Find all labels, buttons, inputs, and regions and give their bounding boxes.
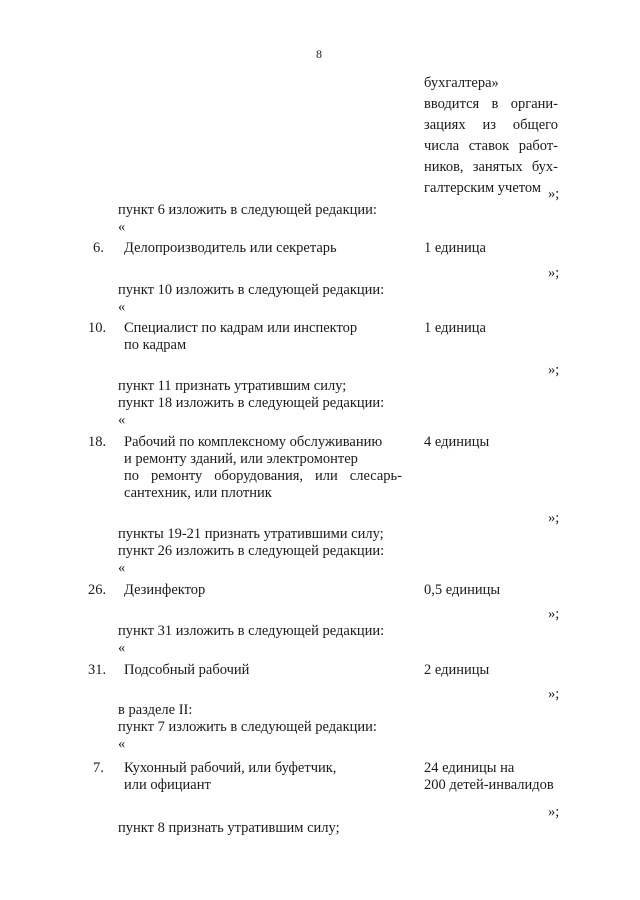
position-title: по кадрам: [124, 337, 187, 353]
open-quote: «: [118, 736, 126, 752]
item-number: 7.: [93, 760, 104, 776]
position-title: Специалист по кадрам или инспектор: [124, 320, 358, 336]
instruction-text: пункт 10 изложить в следующей редакции:: [118, 282, 385, 298]
end-quote: »;: [548, 265, 560, 281]
position-title: Кухонный рабочий, или буфетчик,: [124, 760, 337, 776]
page-number: 8: [316, 47, 322, 61]
instruction-text: пункт 18 изложить в следующей редакции:: [118, 395, 385, 411]
note-line: зациях из общего: [424, 117, 558, 133]
item-number: 10.: [88, 320, 107, 336]
staff-quantity: 4 единицы: [424, 434, 490, 450]
instruction-text: пункты 19-21 признать утратившими силу;: [118, 526, 384, 542]
instruction-text: пункт 6 изложить в следующей редакции:: [118, 202, 377, 218]
note-line: бухгалтера»: [424, 75, 499, 91]
end-quote: »;: [548, 686, 560, 702]
position-title: по ремонту оборудования, или слесарь-: [124, 468, 402, 484]
staff-quantity: 1 единица: [424, 240, 486, 256]
staff-quantity: 1 единица: [424, 320, 486, 336]
note-line: числа ставок работ-: [424, 138, 558, 154]
item-number: 26.: [88, 582, 107, 598]
note-line: галтерским учетом: [424, 180, 542, 196]
position-title: Дезинфектор: [124, 582, 206, 598]
position-title: или официант: [124, 777, 211, 793]
position-title: сантехник, или плотник: [124, 485, 272, 501]
open-quote: «: [118, 219, 126, 235]
note-line: ников, занятых бух-: [424, 159, 558, 175]
item-number: 31.: [88, 662, 107, 678]
staff-quantity: 0,5 единицы: [424, 582, 501, 598]
note-line: вводится в органи-: [424, 96, 558, 112]
staff-quantity: 24 единицы на: [424, 760, 515, 776]
end-quote: »;: [548, 186, 560, 202]
staff-quantity: 200 детей-инвалидов: [424, 777, 554, 793]
instruction-text: пункт 11 признать утратившим силу;: [118, 378, 347, 394]
end-quote: »;: [548, 804, 560, 820]
open-quote: «: [118, 640, 126, 656]
open-quote: «: [118, 299, 126, 315]
item-number: 18.: [88, 434, 107, 450]
instruction-text: пункт 31 изложить в следующей редакции:: [118, 623, 385, 639]
instruction-text: пункт 7 изложить в следующей редакции:: [118, 719, 377, 735]
instruction-text: пункт 8 признать утратившим силу;: [118, 820, 340, 836]
staff-quantity: 2 единицы: [424, 662, 490, 678]
section-heading: в разделе II:: [118, 702, 193, 718]
instruction-text: пункт 26 изложить в следующей редакции:: [118, 543, 385, 559]
open-quote: «: [118, 560, 126, 576]
item-number: 6.: [93, 240, 104, 256]
position-title: Подсобный рабочий: [124, 662, 250, 678]
end-quote: »;: [548, 606, 560, 622]
position-title: Рабочий по комплексному обслуживанию: [124, 434, 383, 450]
position-title: и ремонту зданий, или электромонтер: [124, 451, 358, 467]
open-quote: «: [118, 412, 126, 428]
end-quote: »;: [548, 362, 560, 378]
end-quote: »;: [548, 510, 560, 526]
position-title: Делопроизводитель или секретарь: [124, 240, 337, 256]
